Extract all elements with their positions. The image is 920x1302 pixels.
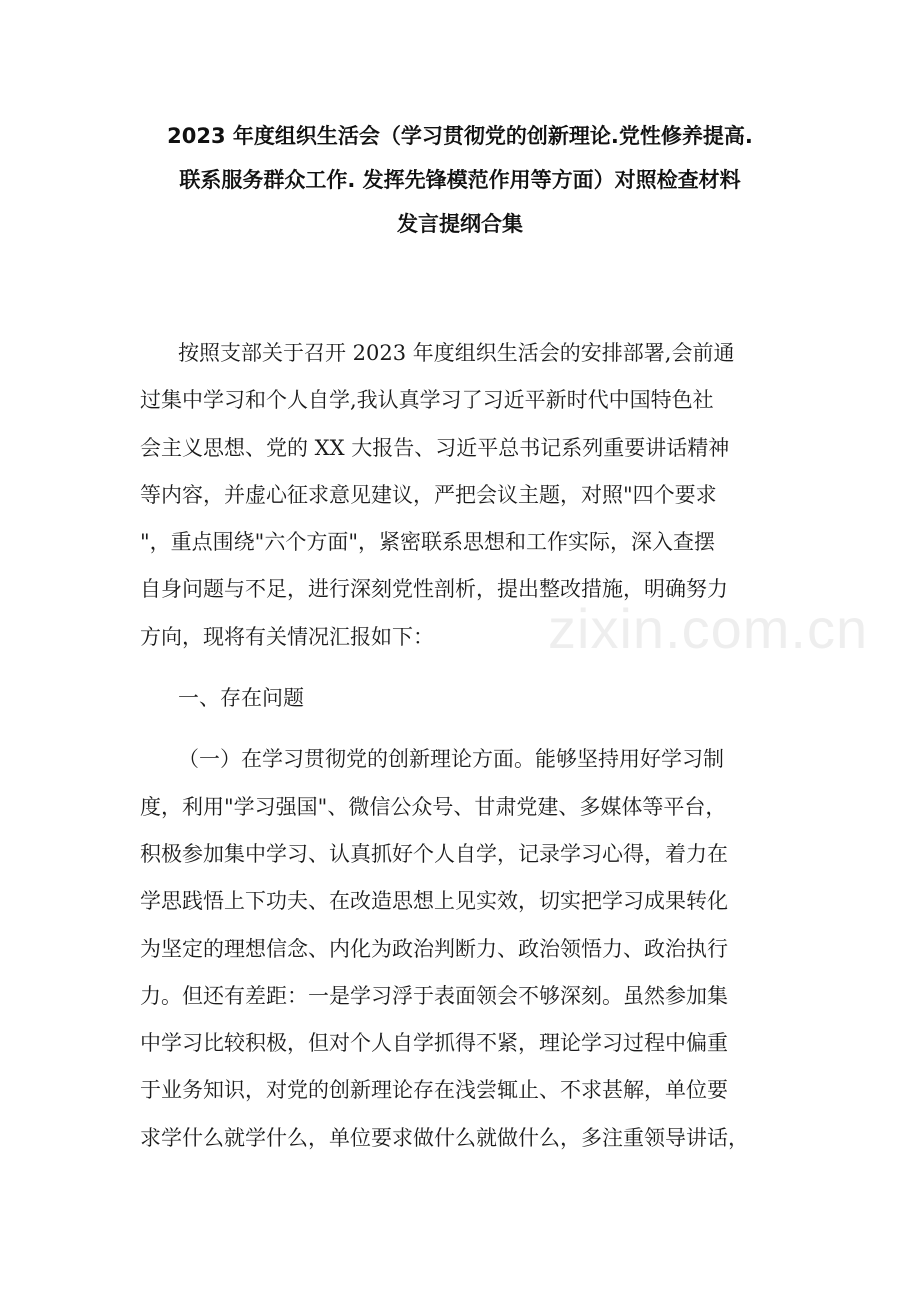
paragraph-gap [140,722,800,736]
paragraph-line: 求学什么就学什么，单位要求做什么就做什么，多注重领导讲话， [140,1125,749,1150]
paragraph-line: 为坚定的理想信念、内化为政治判断力、政治领悟力、政治执行 [140,936,728,961]
paragraph-line: 自身问题与不足，进行深刻党性剖析，提出整改措施，明确努力 [140,577,728,602]
paragraph-line: 力。但还有差距：一是学习浮于表面领会不够深刻。虽然参加集 [140,983,728,1008]
title-line: 联系服务群众工作. 发挥先锋模范作用等方面）对照检查材料 [179,168,741,192]
paragraph-line: 等内容，并虚心征求意见建议，严把会议主题，对照"四个要求 [140,482,717,507]
paragraph-line: 按照支部关于召开 2023 年度组织生活会的安排部署,会前通 [178,341,735,365]
document-body [140,330,800,1162]
paragraph-line: 学思践悟上下功夫、在改造思想上见实效，切实把学习成果转化 [140,889,728,914]
paragraph-gap [140,661,800,675]
paragraph-line: （一）在学习贯彻党的创新理论方面。能够坚持用好学习制 [178,747,724,772]
paragraph-line: 积极参加集中学习、认真抓好个人自学，记录学习心得，着力在 [140,841,728,866]
paragraph-line: 中学习比较积极，但对个人自学抓得不紧，理论学习过程中偏重 [140,1031,728,1056]
title-line: 2023 年度组织生活会（学习贯彻党的创新理论.党性修养提高. [167,124,753,148]
paragraph-line: 于业务知识，对党的创新理论存在浅尝辄止、不求甚解，单位要 [140,1078,728,1103]
paragraph-line: 度，利用"学习强国"、微信公众号、甘肃党建、多媒体等平台， [140,794,727,819]
document-title [100,114,820,246]
paragraph-line: "，重点围绕"六个方面"，紧密联系思想和工作实际，深入查摆 [140,530,715,555]
title-line: 发言提纲合集 [397,212,523,236]
paragraph-line: 会主义思想、党的 XX 大报告、习近平总书记系列重要讲话精神 [140,435,730,460]
section-heading-text: 一、存在问题 [178,686,304,711]
intro-paragraph [140,330,800,661]
watermark: zixin.com.cn [548,597,869,660]
paragraph-line: 过集中学习和个人自学,我认真学习了习近平新时代中国特色社 [140,388,714,413]
subsection-paragraph [140,736,800,1162]
paragraph-line: 方向，现将有关情况汇报如下： [140,624,434,649]
section-heading [140,675,800,722]
